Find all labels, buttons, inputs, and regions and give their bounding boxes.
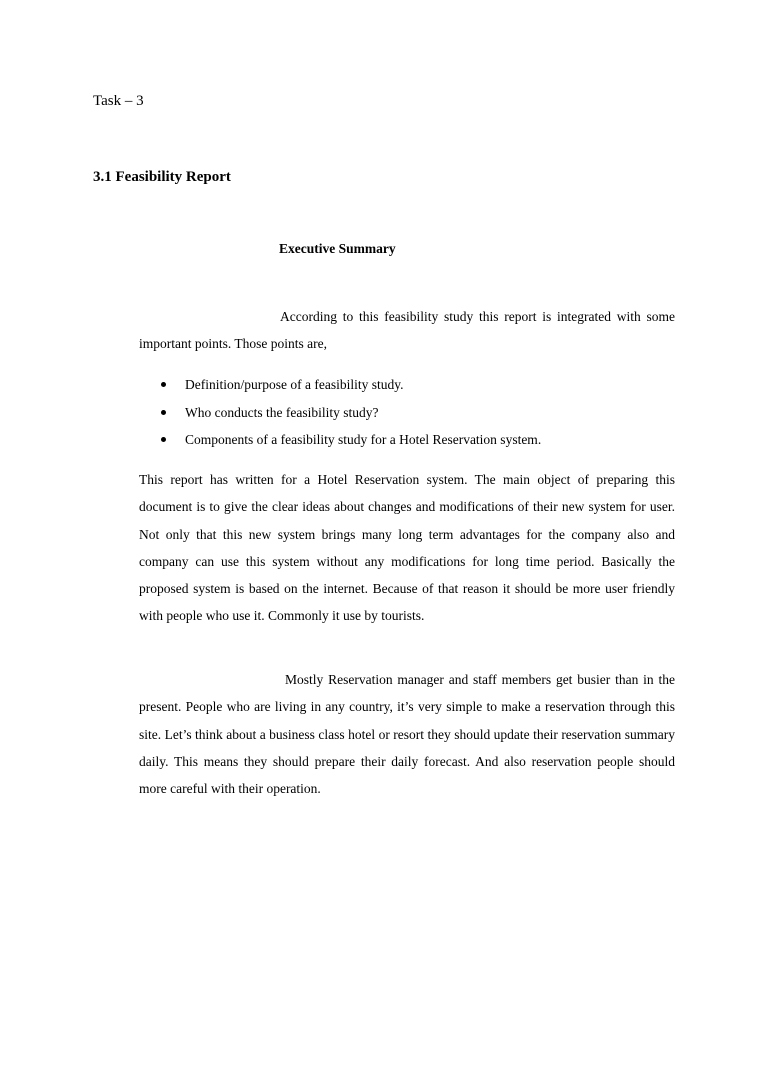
bullet-icon: [161, 382, 166, 387]
intro-paragraph: According to this feasibility study this report is integrated with some important points. Those points are,: [139, 309, 675, 352]
section-heading: 3.1 Feasibility Report: [93, 169, 231, 185]
executive-summary-heading: Executive Summary: [279, 241, 396, 256]
bullet-list: [158, 371, 541, 454]
list-item: [158, 426, 541, 454]
list-item: [158, 399, 541, 427]
bullet-icon: [161, 437, 166, 442]
second-paragraph: Mostly Reservation manager and staff members get busier than in the present. People who are living in any country, it’s very simple to make a reservation through this site. Let’s think about a business class hotel or resort they should update their reservation summary daily. This means they should prepare their daily forecast. And also reservation people should more careful with their operation.: [139, 672, 675, 797]
list-item-text: Definition/purpose of a feasibility study.: [185, 377, 404, 392]
list-item-text: Components of a feasibility study for a Hotel Reservation system.: [185, 432, 542, 447]
task-label: Task – 3: [93, 93, 144, 109]
bullet-icon: [161, 410, 166, 415]
list-item-text: Who conducts the feasibility study?: [185, 404, 379, 420]
list-item: [158, 371, 541, 399]
main-paragraph: This report has written for a Hotel Reservation system. The main object of preparing this document is to give the clear ideas about changes and modifications of their new system for user. Not only that this new system brings many long term advantages for the company also and company can use this system without any modifications for long time period. Basically the proposed system is based on the internet. Because of that reason it should be more user friendly with people who use it. Commonly it use by tourists.: [139, 472, 675, 624]
